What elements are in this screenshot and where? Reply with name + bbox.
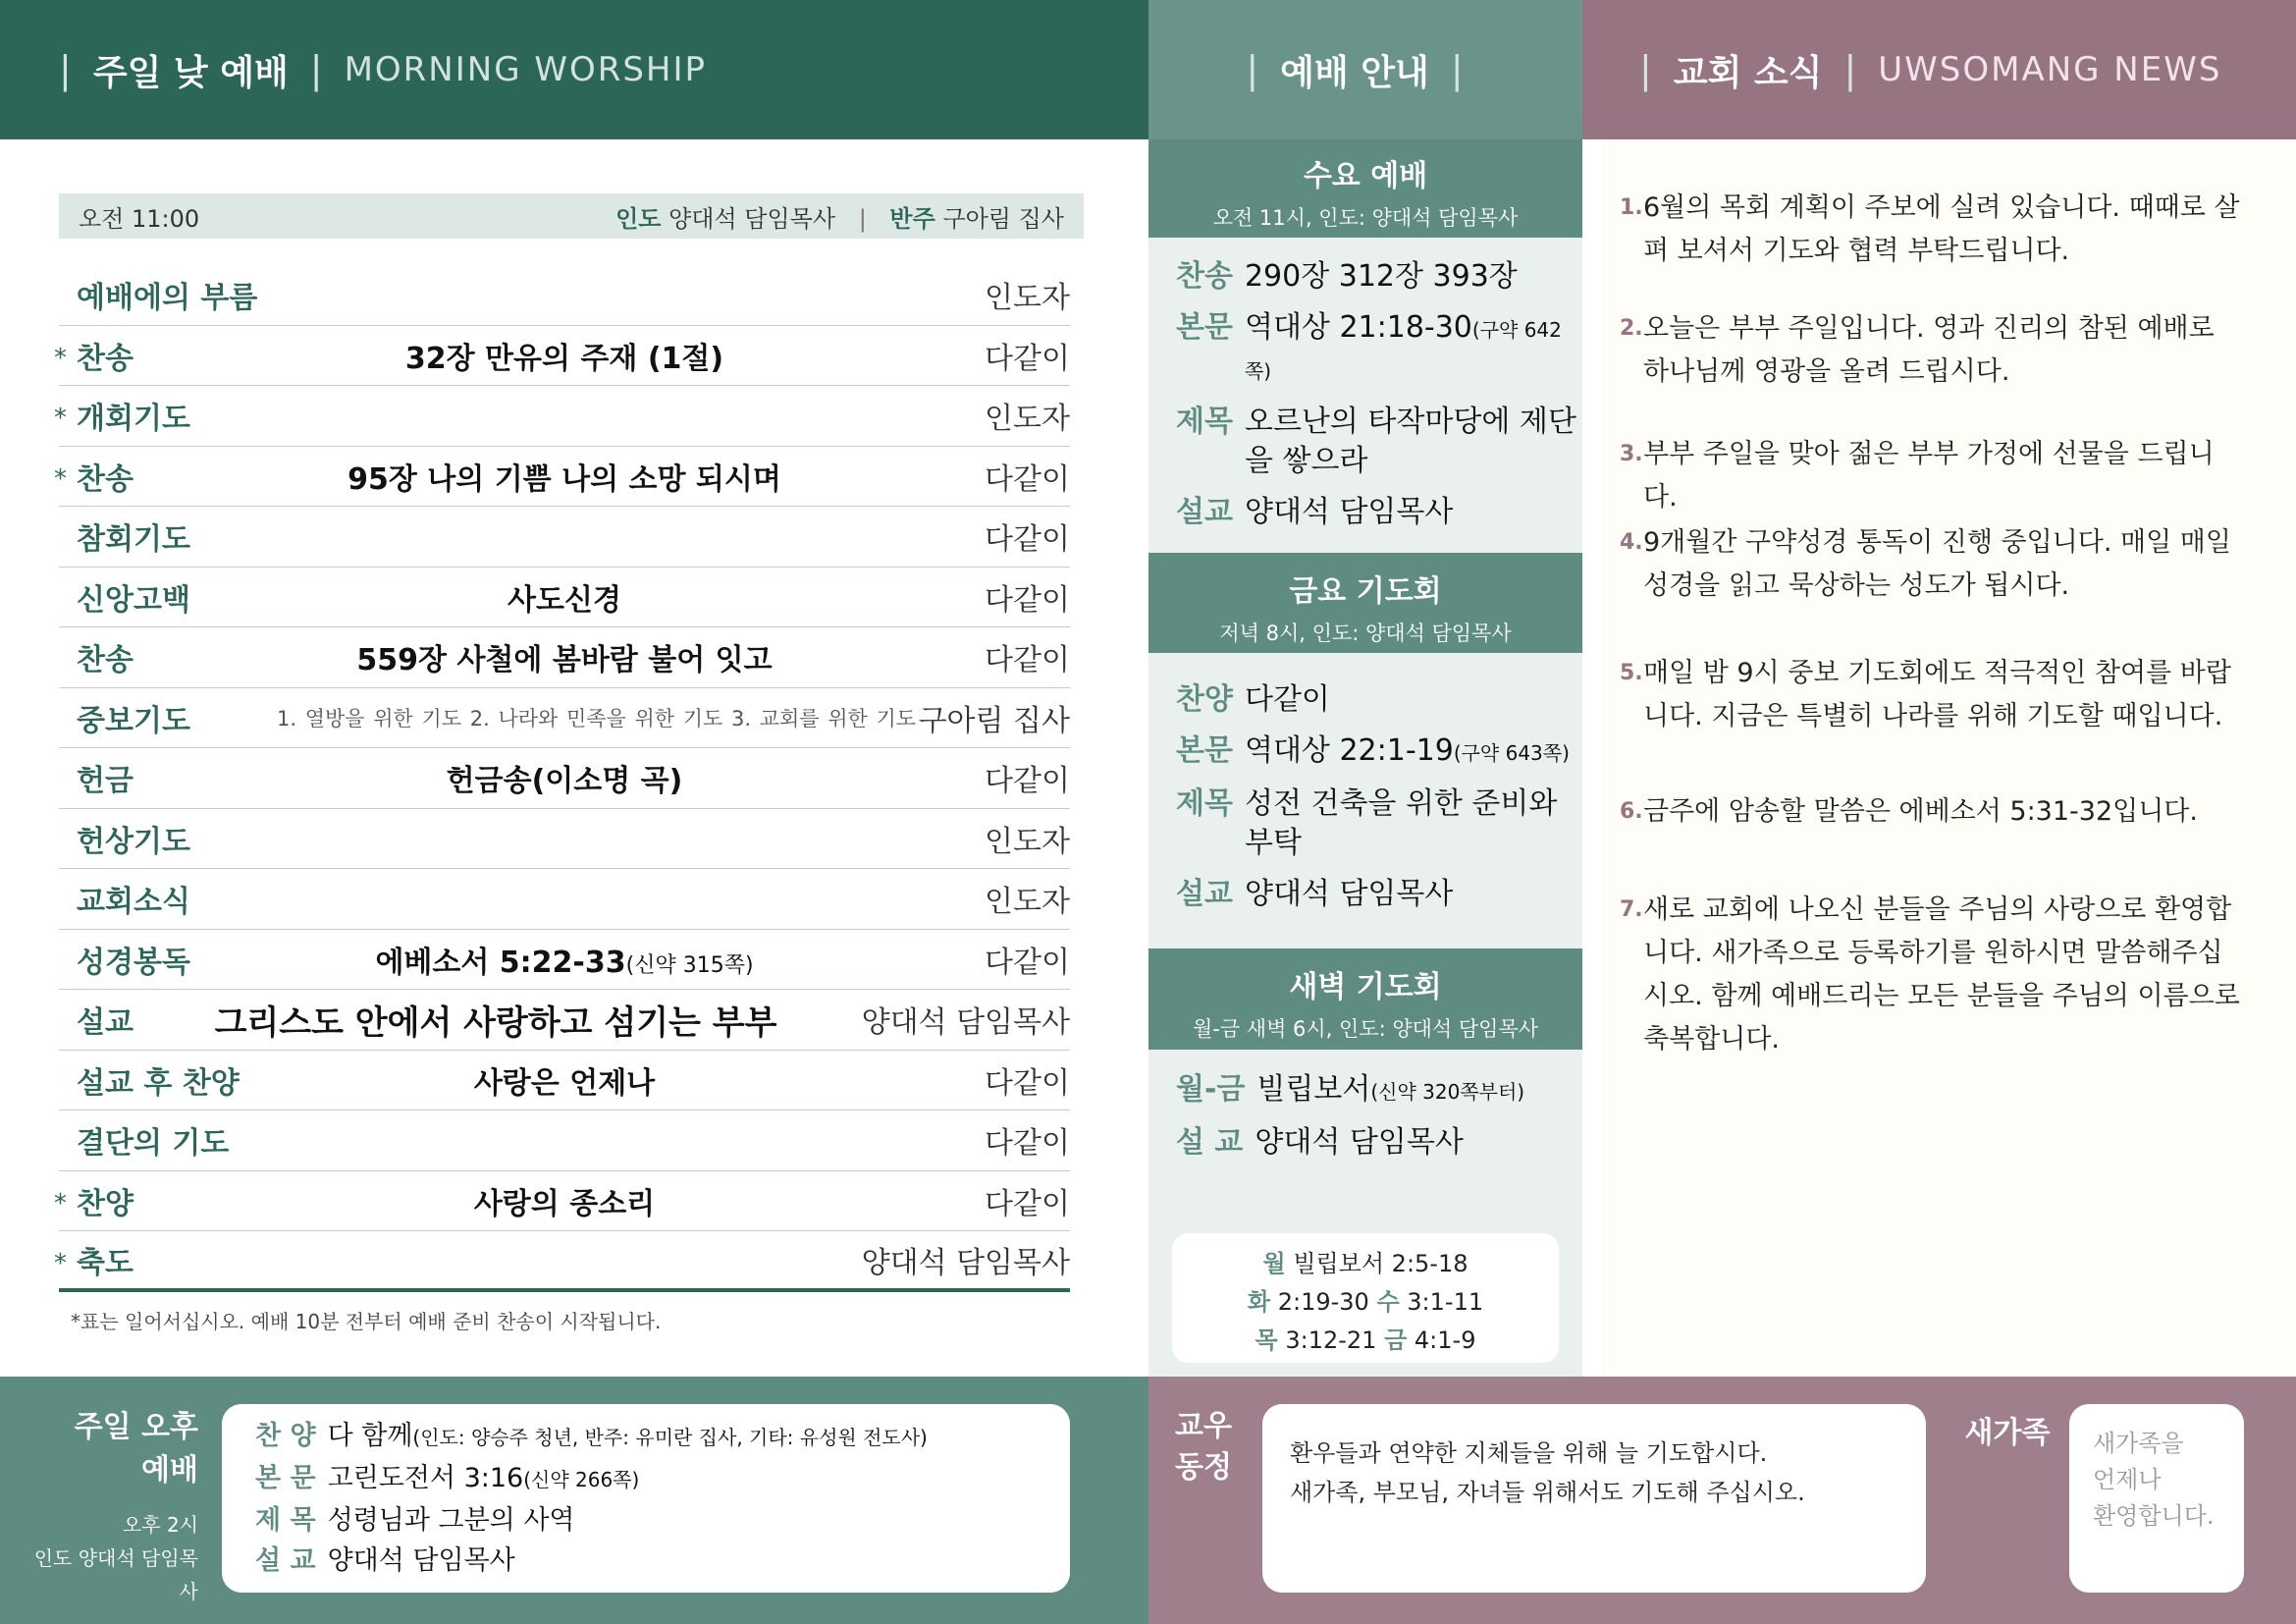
order-item: 설교 후 찬양	[77, 1065, 240, 1101]
news-text: 오늘은 부부 주일입니다. 영과 진리의 참된 예배로 하나님께 영광을 올려 드립시다.	[1643, 313, 2215, 387]
new-family-title: 새가족	[1964, 1416, 2051, 1450]
service-line-value: 290장 312장 393장	[1244, 259, 1518, 294]
order-leader: 다같이	[985, 1186, 1070, 1221]
order-leader: 인도자	[985, 281, 1070, 316]
order-item: 축도	[77, 1245, 133, 1280]
order-row	[59, 930, 1070, 991]
news-text: 새로 교회에 나오신 분들을 주님의 사랑으로 환영합니다. 새가족으로 등록하기를 원하시면 말씀해주십시오. 함께 예배드리는 모든 분들을 주님의 이름으로 축복합니다.	[1643, 894, 2240, 1055]
order-row	[59, 688, 1070, 749]
service-line-value: 양대석 담임목사	[1255, 1125, 1464, 1160]
afternoon-line	[255, 1458, 1037, 1500]
order-content-text: 사랑의 종소리	[473, 1186, 656, 1221]
service-line	[1176, 875, 1578, 914]
morning-worship-title: 주일 낮 예배	[92, 52, 289, 93]
new-family-line: 환영합니다.	[2093, 1502, 2215, 1530]
church-news-title: 교회 소식	[1673, 52, 1823, 93]
news-text: 부부 주일을 맞아 젊은 부부 가정에 선물을 드립니다.	[1643, 439, 2215, 513]
order-leader: 인도자	[985, 885, 1070, 920]
standing-star-icon: *	[54, 1249, 67, 1278]
afternoon-line	[255, 1500, 1037, 1541]
service-line	[1176, 257, 1578, 297]
order-item: 찬양	[77, 1186, 133, 1221]
service-guide-header: | 예배 안내 |	[1148, 0, 1582, 139]
reading-passage: 빌립보서 2:5-18	[1293, 1250, 1468, 1277]
order-item: 찬송	[77, 643, 133, 678]
order-content-text: 그리스도 안에서 사랑하고 섬기는 부부	[214, 1002, 777, 1043]
service-line-text	[1256, 1070, 1524, 1111]
standing-star-icon: *	[54, 343, 67, 373]
service-line-note: (신약 320쪽부터)	[1370, 1080, 1525, 1104]
friday-prayer-details	[1176, 680, 1578, 926]
order-item: 헌상기도	[77, 824, 190, 859]
afternoon-line-value: 양대석 담임목사	[327, 1545, 515, 1576]
service-line-value: 성전 건축을 위한 준비와 부탁	[1244, 786, 1558, 860]
fellowship-line: 환우들과 연약한 지체들을 위해 늘 기도합시다.	[1290, 1439, 1768, 1467]
afternoon-worship-time: 오후 2시 인도 양대석 담임목사	[33, 1513, 198, 1603]
news-item	[1620, 433, 2248, 519]
new-family-line: 언제나	[2093, 1466, 2162, 1493]
order-content-text: 559장 사철에 봄바람 불어 잇고	[356, 643, 773, 678]
afternoon-line-label: 본 문	[255, 1463, 316, 1493]
wednesday-service-details	[1176, 257, 1578, 544]
prayer-topics: 1. 열방을 위한 기도 2. 나라와 민족을 위한 기도 3. 교회를 위한 기도	[277, 706, 917, 731]
order-content	[59, 938, 1070, 981]
afternoon-worship-title: 주일 오후 예배	[74, 1410, 198, 1488]
service-line-text	[1245, 731, 1570, 773]
service-line-label: 본문	[1176, 310, 1233, 345]
service-line-label: 설 교	[1176, 1125, 1244, 1160]
order-item: 찬송	[77, 341, 133, 376]
standing-star-icon: *	[54, 1188, 67, 1218]
order-row	[59, 627, 1070, 688]
service-line	[1176, 493, 1578, 532]
order-row	[59, 1110, 1070, 1171]
order-row	[54, 386, 1070, 447]
news-item	[1620, 652, 2248, 738]
afternoon-line-label: 찬 양	[255, 1421, 316, 1451]
service-line	[1176, 308, 1578, 391]
order-content-text: 32장 만유의 주재 (1절)	[404, 341, 724, 376]
order-item: 성경봉독	[77, 945, 190, 980]
service-line-value: 역대상 21:18-30	[1244, 310, 1472, 345]
order-leader: 다같이	[985, 461, 1070, 497]
accompanist-name: 구아림 집사	[942, 204, 1064, 233]
daily-reading-box	[1172, 1233, 1559, 1363]
order-leader: 인도자	[985, 824, 1070, 859]
order-row	[59, 568, 1070, 628]
order-leader: 구아림 집사	[918, 703, 1070, 738]
order-leader: 다같이	[985, 522, 1070, 558]
order-row	[59, 507, 1070, 568]
reading-day: 화	[1247, 1288, 1271, 1316]
reading-day: 목	[1255, 1326, 1278, 1354]
order-content	[59, 635, 1070, 678]
leader-name: 양대석 담임목사	[668, 204, 836, 233]
order-row	[59, 869, 1070, 930]
order-content	[59, 575, 1070, 619]
order-row	[54, 447, 1070, 508]
service-line-text	[1245, 680, 1330, 720]
leader-label: 인도	[615, 204, 662, 233]
news-item	[1620, 187, 2248, 273]
reading-row	[1172, 1245, 1559, 1283]
worship-info-bar: 오전 11:00 인도 양대석 담임목사 | 반주 구아림 집사	[59, 193, 1084, 239]
order-leader: 다같이	[985, 1065, 1070, 1101]
order-item: 교회소식	[77, 885, 190, 920]
reading-day: 수	[1376, 1288, 1400, 1316]
service-line	[1176, 680, 1578, 720]
order-item: 예배에의 부름	[77, 281, 258, 316]
service-line-note: (구약 642쪽)	[1244, 318, 1562, 383]
reading-passage: 2:19-30	[1277, 1288, 1369, 1316]
news-text: 매일 밤 9시 중보 기도회에도 적극적인 참여를 바랍니다. 지금은 특별히 나라를 위해 기도할 때입니다.	[1643, 658, 2231, 731]
service-line-value: 다같이	[1244, 682, 1330, 717]
order-row	[59, 748, 1070, 809]
afternoon-line-note: (인도: 양승주 청년, 반주: 유미란 집사, 기타: 유성원 전도사)	[412, 1426, 928, 1449]
order-leader: 다같이	[985, 341, 1070, 376]
order-leader: 양대석 담임목사	[861, 1245, 1070, 1280]
order-row	[59, 809, 1070, 870]
afternoon-line-value: 고린도전서 3:16	[327, 1463, 524, 1493]
order-content	[59, 756, 1070, 799]
order-item: 설교	[77, 1005, 133, 1041]
news-text: 9개월간 구약성경 통독이 진행 중입니다. 매일 매일 성경을 읽고 묵상하는 성도가 됩시다.	[1643, 527, 2231, 601]
news-text: 6월의 목회 계획이 주보에 실려 있습니다. 때때로 살펴 보셔서 기도와 협력 부탁드립니다.	[1643, 192, 2240, 266]
fellowship-title: 교우 동정	[1175, 1409, 1232, 1485]
service-line-label: 제목	[1176, 786, 1233, 821]
service-line-value: 양대석 담임목사	[1244, 877, 1454, 911]
order-leader: 다같이	[985, 643, 1070, 678]
order-leader: 다같이	[985, 582, 1070, 618]
friday-prayer-header: 금요 기도회 저녁 8시, 인도: 양대석 담임목사	[1148, 553, 1582, 653]
service-line-label: 찬양	[1176, 682, 1233, 717]
service-line-text	[1245, 875, 1453, 914]
reading-passage: 3:12-21	[1285, 1326, 1377, 1354]
order-leader: 양대석 담임목사	[861, 1005, 1070, 1041]
afternoon-line-value: 다 함께	[327, 1421, 413, 1451]
new-family-line: 새가족을	[2093, 1430, 2184, 1457]
service-line-text	[1255, 1123, 1463, 1163]
service-line-label: 제목	[1176, 405, 1233, 439]
dawn-prayer-header: 새벽 기도회 월-금 새벽 6시, 인도: 양대석 담임목사	[1148, 948, 1582, 1050]
standing-star-icon: *	[54, 404, 67, 433]
service-line-value: 양대석 담임목사	[1244, 495, 1454, 529]
order-item: 결단의 기도	[77, 1126, 230, 1162]
order-of-worship	[54, 265, 1070, 1292]
service-line-label: 설교	[1176, 877, 1233, 911]
order-row	[54, 1171, 1070, 1232]
order-content-text: 사도신경	[507, 582, 621, 618]
service-line	[1176, 1070, 1578, 1111]
order-row	[54, 1231, 1070, 1292]
news-item	[1620, 790, 2248, 834]
order-row	[59, 1051, 1070, 1111]
order-item: 중보기도	[77, 703, 190, 738]
service-line-note: (구약 643쪽)	[1453, 741, 1570, 765]
order-item: 찬송	[77, 461, 133, 497]
news-number: 5.	[1620, 661, 1643, 685]
afternoon-line	[255, 1416, 1037, 1458]
service-line-value: 빌립보서	[1256, 1072, 1371, 1107]
order-content	[118, 996, 874, 1044]
reading-day: 금	[1384, 1326, 1408, 1354]
news-number: 1.	[1620, 195, 1643, 220]
news-number: 2.	[1620, 316, 1643, 341]
news-number: 4.	[1620, 530, 1643, 555]
service-line-value: 오르난의 타작마당에 제단을 쌓으라	[1244, 405, 1576, 478]
order-content	[59, 1179, 1070, 1222]
church-news-header: | 교회 소식 | UWSOMANG NEWS	[1582, 0, 2296, 139]
order-item: 참회기도	[77, 522, 190, 558]
service-line-text	[1245, 257, 1518, 297]
order-content-text: 에베소서 5:22-33	[375, 945, 626, 980]
order-item: 헌금	[77, 764, 133, 799]
order-row	[54, 326, 1070, 387]
service-line	[1176, 403, 1578, 481]
service-line-label: 찬송	[1176, 259, 1233, 294]
new-family-box	[2069, 1404, 2244, 1593]
service-line-label: 설교	[1176, 495, 1233, 529]
afternoon-line-note: (신약 266쪽)	[523, 1468, 640, 1491]
order-row	[59, 265, 1070, 326]
order-content-text: 사랑은 언제나	[473, 1065, 656, 1101]
afternoon-line-value: 성령님과 그분의 사역	[327, 1505, 575, 1536]
news-number: 7.	[1620, 897, 1643, 922]
worship-time: 오전 11:00	[79, 204, 200, 233]
reading-passage: 4:1-9	[1414, 1326, 1476, 1354]
standing-star-icon: *	[54, 463, 67, 494]
order-content-note: (신약 315쪽)	[625, 952, 754, 978]
service-line	[1176, 731, 1578, 773]
morning-worship-header: | 주일 낮 예배 | MORNING WORSHIP	[0, 0, 1148, 139]
order-leader: 인도자	[985, 402, 1070, 437]
reading-row	[1172, 1322, 1559, 1360]
reading-day: 월	[1262, 1250, 1286, 1277]
news-item	[1620, 889, 2248, 1061]
order-content-text: 헌금송(이소명 곡)	[446, 764, 683, 799]
service-line-text	[1245, 785, 1578, 863]
service-line-label: 본문	[1176, 733, 1233, 768]
order-leader: 다같이	[985, 945, 1070, 980]
news-number: 6.	[1620, 799, 1643, 824]
news-item	[1620, 521, 2248, 608]
service-guide-title: 예배 안내	[1280, 52, 1429, 93]
order-item: 신앙고백	[77, 582, 190, 618]
order-row	[59, 990, 1070, 1051]
reading-passage: 3:1-11	[1407, 1288, 1484, 1316]
news-text: 금주에 암송할 말씀은 에베소서 5:31-32입니다.	[1643, 796, 2198, 827]
order-item: 개회기도	[77, 402, 190, 437]
order-leader: 다같이	[985, 1126, 1070, 1162]
dawn-prayer-details	[1176, 1070, 1578, 1174]
service-line-text	[1245, 403, 1578, 481]
fellowship-box	[1262, 1404, 1926, 1593]
service-line	[1176, 1123, 1578, 1163]
order-content	[59, 334, 1070, 377]
afternoon-line-label: 설 교	[255, 1545, 316, 1576]
order-content-text: 95장 나의 기쁨 나의 소망 되시며	[347, 461, 781, 497]
wednesday-service-header: 수요 예배 오전 11시, 인도: 양대석 담임목사	[1148, 139, 1582, 238]
service-line	[1176, 785, 1578, 863]
church-news-subtitle: UWSOMANG NEWS	[1878, 50, 2222, 89]
service-line-text	[1245, 308, 1578, 391]
accompanist-label: 반주	[889, 204, 935, 233]
reading-row	[1172, 1283, 1559, 1322]
afternoon-line	[255, 1541, 1037, 1581]
standing-footnote: *표는 일어서십시오. 예배 10분 전부터 예배 준비 찬송이 시작됩니다.	[71, 1310, 662, 1333]
service-line-text	[1245, 493, 1453, 532]
fellowship-line: 새가족, 부모님, 자녀들 위해서도 기도해 주십시오.	[1290, 1479, 1805, 1506]
service-line-label: 월-금	[1176, 1072, 1246, 1107]
news-item	[1620, 307, 2248, 394]
afternoon-worship-details	[222, 1404, 1070, 1593]
order-content	[59, 455, 1070, 498]
order-leader: 다같이	[985, 764, 1070, 799]
service-line-value: 역대상 22:1-19	[1244, 733, 1454, 768]
afternoon-line-label: 제 목	[255, 1505, 316, 1536]
morning-worship-subtitle: MORNING WORSHIP	[344, 50, 708, 89]
news-number: 3.	[1620, 442, 1643, 466]
